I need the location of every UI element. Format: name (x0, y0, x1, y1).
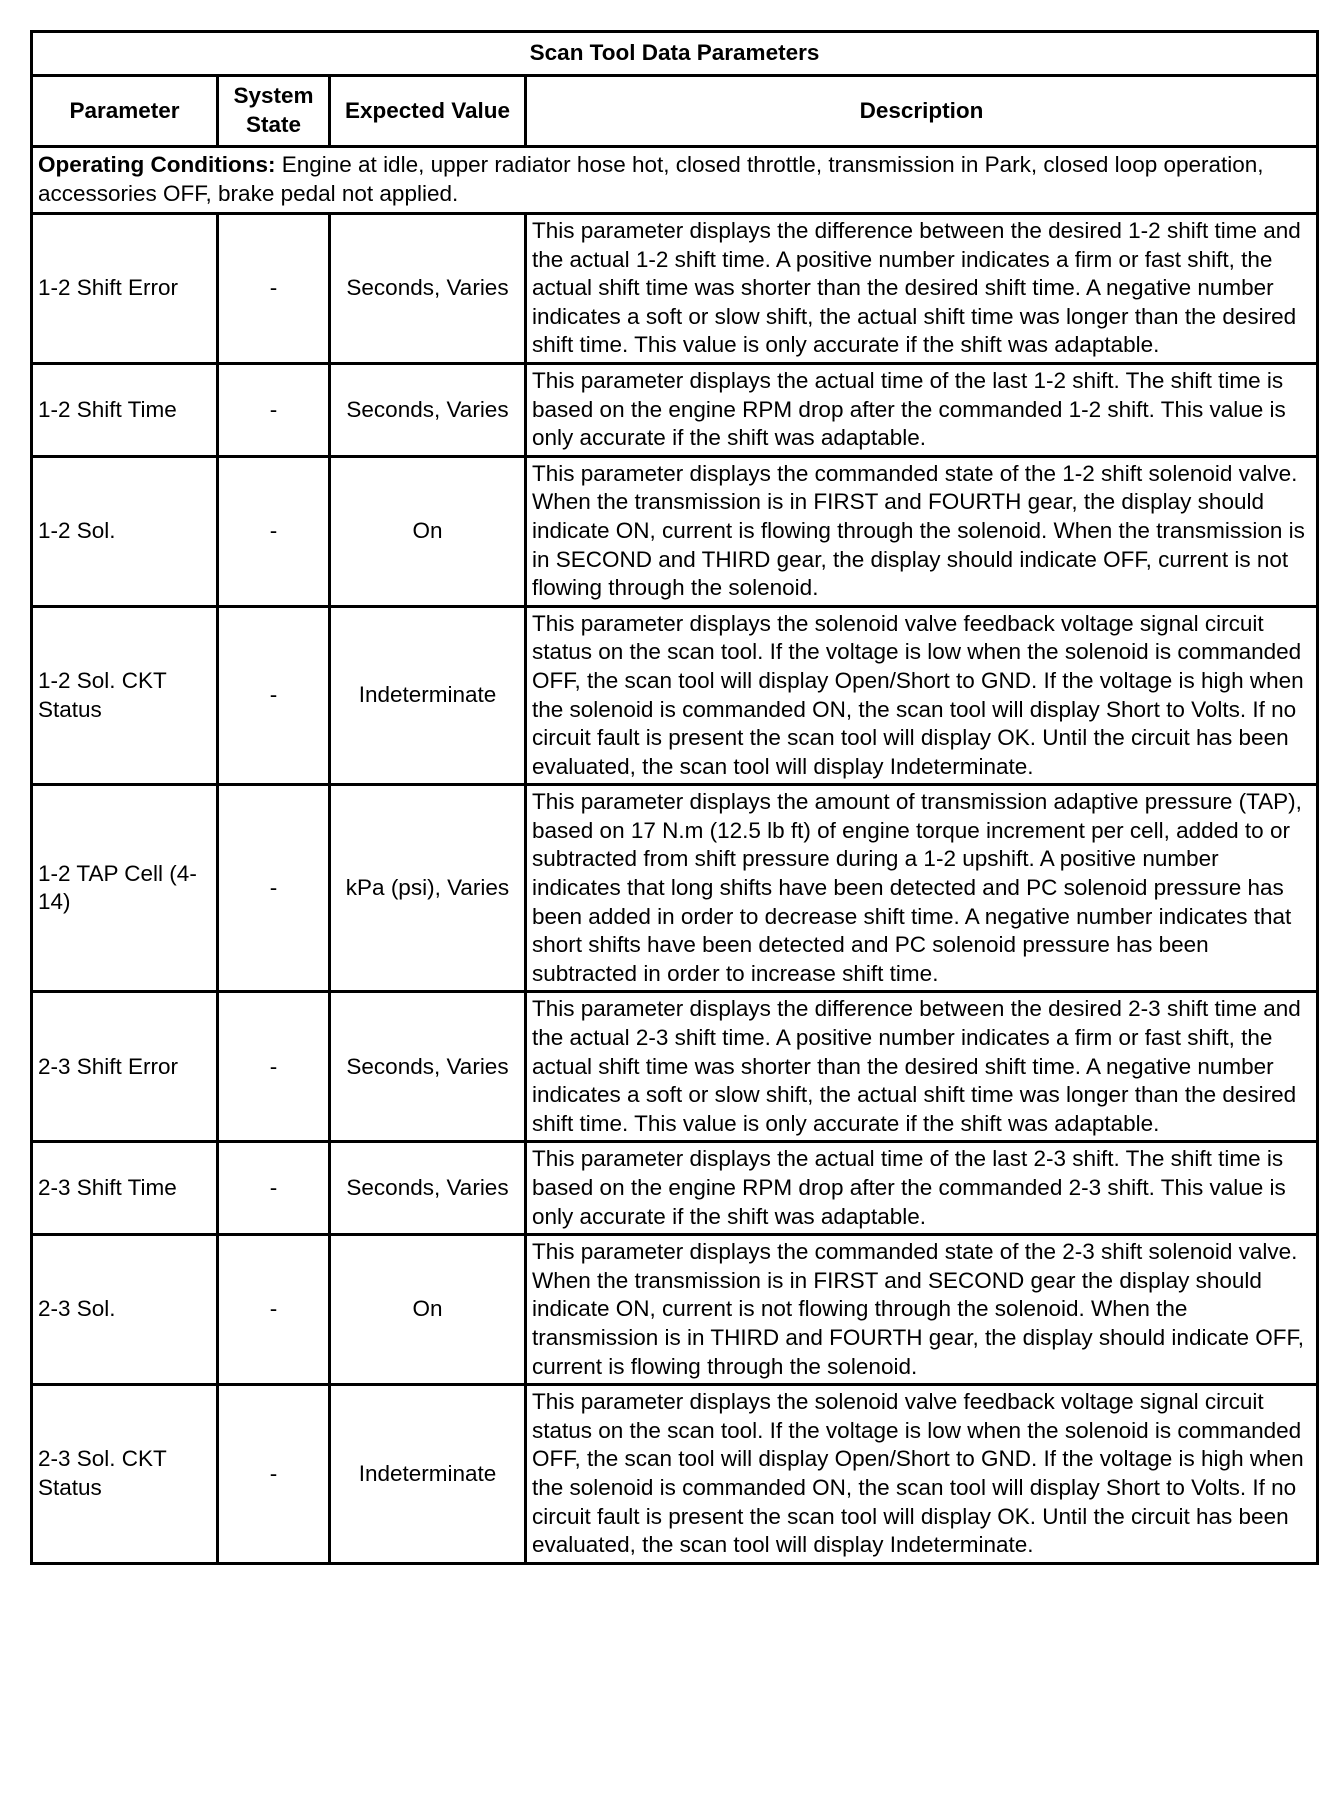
parameter-cell: 1-2 Sol. CKT Status (32, 606, 218, 785)
description-cell: This parameter displays the amount of transmission adaptive pressure (TAP), based on 17 N.m (12.5 lb ft) of engine torque increment per cell, added to or subtracted from shift pressure during a 1-2 upshift. A positive number indicates that long shifts have been detected and PC solenoid pressure has been added in order to decrease shift time. A negative number indicates that short shifts have been detected and PC solenoid pressure has been subtracted in order to increase shift time. (526, 785, 1318, 992)
description-cell: This parameter displays the solenoid valve feedback voltage signal circuit status on the scan tool. If the voltage is low when the solenoid is commanded OFF, the scan tool will display Open/Short to GND. If the voltage is high when the solenoid is commanded ON, the scan tool will display Short to Volts. If no circuit fault is present the scan tool will display OK. Until the circuit has been evaluated, the scan tool will display Indeterminate. (526, 606, 1318, 785)
system-state-cell: - (218, 1142, 330, 1235)
scan-tool-data-table (30, 30, 1319, 1565)
operating-conditions-text: Engine at idle, upper radiator hose hot, closed throttle, transmission in Park, closed loop operation, accessories OFF, brake pedal not applied. (38, 152, 1264, 206)
description-cell: This parameter displays the difference between the desired 2-3 shift time and the actual 2-3 shift time. A positive number indicates a firm or fast shift, the actual shift time was shorter than the desired shift time. A negative number indicates a soft or slow shift, the actual shift time was longer than the desired shift time. This value is only accurate if the shift was adaptable. (526, 992, 1318, 1142)
expected-value-cell: Seconds, Varies (330, 363, 526, 456)
parameter-cell: 2-3 Shift Time (32, 1142, 218, 1235)
operating-conditions-label: Operating Conditions: (38, 152, 276, 178)
parameter-cell: 1-2 TAP Cell (4-14) (32, 785, 218, 992)
table-row (32, 606, 1318, 785)
header-parameter: Parameter (32, 76, 218, 147)
expected-value-cell: Indeterminate (330, 606, 526, 785)
parameter-cell: 2-3 Sol. CKT Status (32, 1385, 218, 1564)
system-state-cell: - (218, 456, 330, 606)
description-cell: This parameter displays the actual time of the last 2-3 shift. The shift time is based on the engine RPM drop after the commanded 2-3 shift. This value is only accurate if the shift was adaptable. (526, 1142, 1318, 1235)
expected-value-cell: Seconds, Varies (330, 992, 526, 1142)
parameter-cell: 1-2 Shift Error (32, 214, 218, 364)
expected-value-cell: Indeterminate (330, 1385, 526, 1564)
header-expected-value: Expected Value (330, 76, 526, 147)
expected-value-cell: kPa (psi), Varies (330, 785, 526, 992)
description-cell: This parameter displays the solenoid valve feedback voltage signal circuit status on the scan tool. If the voltage is low when the solenoid is commanded OFF, the scan tool will display Open/Short to GND. If the voltage is high when the solenoid is commanded ON, the scan tool will display Short to Volts. If no circuit fault is present the scan tool will display OK. Until the circuit has been evaluated, the scan tool will display Indeterminate. (526, 1385, 1318, 1564)
header-row (32, 76, 1318, 147)
expected-value-cell: Seconds, Varies (330, 1142, 526, 1235)
system-state-cell: - (218, 1235, 330, 1385)
system-state-cell: - (218, 214, 330, 364)
system-state-cell: - (218, 363, 330, 456)
description-cell: This parameter displays the commanded state of the 1-2 shift solenoid valve. When the transmission is in FIRST and FOURTH gear, the display should indicate ON, current is flowing through the solenoid. When the transmission is in SECOND and THIRD gear, the display should indicate OFF, current is not flowing through the solenoid. (526, 456, 1318, 606)
parameter-rows (32, 214, 1318, 1564)
expected-value-cell: Seconds, Varies (330, 214, 526, 364)
expected-value-cell: On (330, 456, 526, 606)
parameter-cell: 1-2 Shift Time (32, 363, 218, 456)
table-title-row (32, 32, 1318, 76)
table-row (32, 1385, 1318, 1564)
system-state-cell: - (218, 785, 330, 992)
header-description: Description (526, 76, 1318, 147)
parameter-cell: 2-3 Sol. (32, 1235, 218, 1385)
table-row (32, 1142, 1318, 1235)
description-cell: This parameter displays the commanded state of the 2-3 shift solenoid valve. When the transmission is in FIRST and SECOND gear the display should indicate ON, current is not flowing through the solenoid. When the transmission is in THIRD and FOURTH gear, the display should indicate OFF, current is flowing through the solenoid. (526, 1235, 1318, 1385)
table-row (32, 214, 1318, 364)
operating-conditions-row (32, 147, 1318, 214)
table-row (32, 456, 1318, 606)
operating-conditions (32, 147, 1318, 214)
table-row (32, 363, 1318, 456)
parameter-cell: 1-2 Sol. (32, 456, 218, 606)
table-title: Scan Tool Data Parameters (32, 32, 1318, 76)
system-state-cell: - (218, 606, 330, 785)
parameter-cell: 2-3 Shift Error (32, 992, 218, 1142)
table-row (32, 992, 1318, 1142)
description-cell: This parameter displays the difference between the desired 1-2 shift time and the actual 1-2 shift time. A positive number indicates a firm or fast shift, the actual shift time was shorter than the desired shift time. A negative number indicates a soft or slow shift, the actual shift time was longer than the desired shift time. This value is only accurate if the shift was adaptable. (526, 214, 1318, 364)
description-cell: This parameter displays the actual time of the last 1-2 shift. The shift time is based on the engine RPM drop after the commanded 1-2 shift. This value is only accurate if the shift was adaptable. (526, 363, 1318, 456)
header-system-state: System State (218, 76, 330, 147)
table-row (32, 1235, 1318, 1385)
system-state-cell: - (218, 1385, 330, 1564)
system-state-cell: - (218, 992, 330, 1142)
table-row (32, 785, 1318, 992)
expected-value-cell: On (330, 1235, 526, 1385)
